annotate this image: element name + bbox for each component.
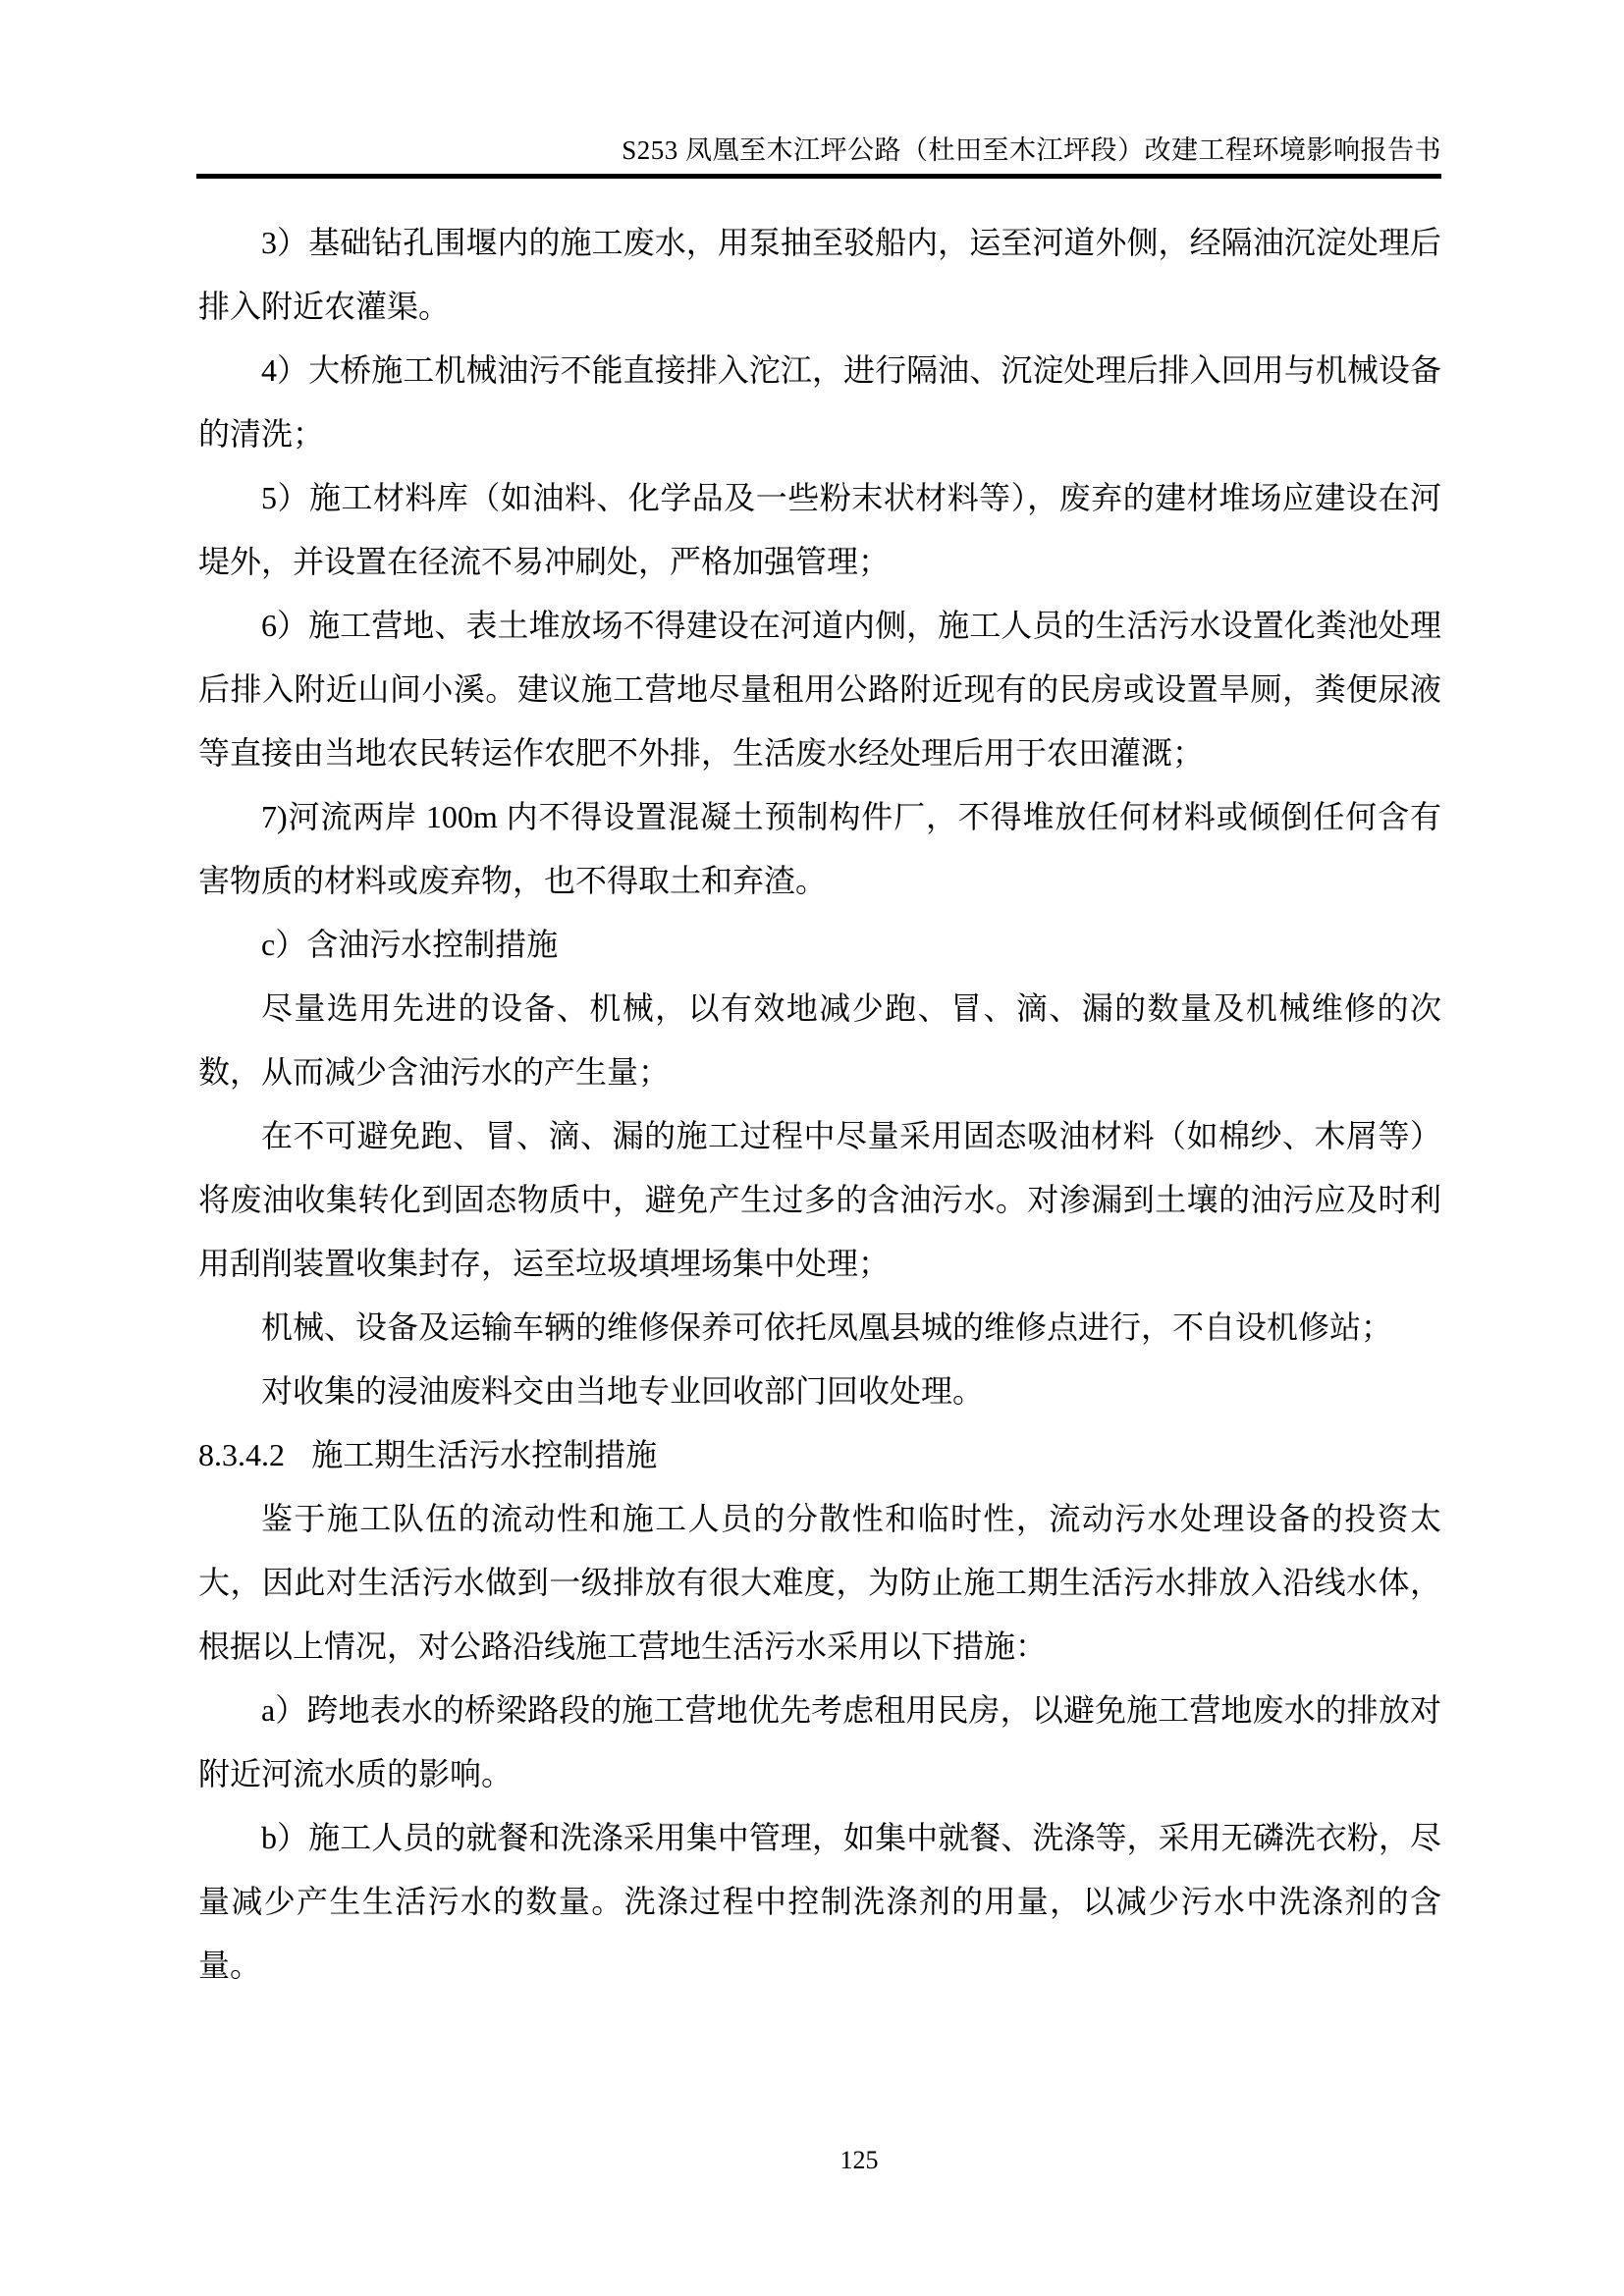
header-title: S253 凤凰至木江坪公路（杜田至木江坪段）改建工程环境影响报告书 bbox=[622, 135, 1441, 165]
paragraph: 机械、设备及运输车辆的维修保养可依托凤凰县城的维修点进行，不自设机修站； bbox=[261, 1309, 1393, 1345]
paragraph: 6）施工营地、表土堆放场不得建设在河道内侧，施工人员的生活污水设置化粪池处理后排入附近山间小溪。建议施工营地尽量租用公路附近现有的民房或设置旱厕，粪便尿液等直接由当地农民转运作农肥不外排，生活废水经处理后用于农田灌溉； bbox=[198, 608, 1441, 771]
page-number: 125 bbox=[839, 2146, 879, 2174]
section-domestic-sewage-measures bbox=[198, 1487, 1441, 1998]
section-number: 8.3.4.2 bbox=[198, 1437, 285, 1472]
paragraph: a）跨地表水的桥梁路段的施工营地优先考虑租用民房，以避免施工营地废水的排放对附近河流水质的影响。 bbox=[198, 1692, 1441, 1791]
paragraph: 4）大桥施工机械油污不能直接排入沱江，进行隔油、沉淀处理后排入回用与机械设备的清洗； bbox=[198, 352, 1441, 452]
section-title: 施工期生活污水控制措施 bbox=[311, 1437, 658, 1472]
paragraph: 在不可避免跑、冒、滴、漏的施工过程中尽量采用固态吸油材料（如棉纱、木屑等）将废油收集转化到固态物质中，避免产生过多的含油污水。对渗漏到土壤的油污应及时利用刮削装置收集封存，运至垃圾填埋场集中处理； bbox=[198, 1118, 1441, 1281]
paragraph: 7)河流两岸 100m 内不得设置混凝土预制构件厂，不得堆放任何材料或倾倒任何含有害物质的材料或废弃物，也不得取土和弃渣。 bbox=[198, 799, 1441, 898]
section-oily-wastewater-measures bbox=[198, 211, 1441, 1423]
paragraph: 鉴于施工队伍的流动性和施工人员的分散性和临时性，流动污水处理设备的投资太大，因此对生活污水做到一级排放有很大难度，为防止施工期生活污水排放入沿线水体，根据以上情况，对公路沿线施工营地生活污水采用以下措施： bbox=[198, 1501, 1441, 1664]
section-heading bbox=[198, 1423, 1441, 1487]
paragraph: b）施工人员的就餐和洗涤采用集中管理，如集中就餐、洗涤等，采用无磷洗衣粉，尽量减少产生生活污水的数量。洗涤过程中控制洗涤剂的用量，以减少污水中洗涤剂的含量。 bbox=[198, 1820, 1441, 1983]
paragraph: 3）基础钻孔围堰内的施工废水，用泵抽至驳船内，运至河道外侧，经隔油沉淀处理后排入附近农灌渠。 bbox=[198, 225, 1441, 324]
document-body bbox=[198, 211, 1441, 1998]
paragraph: 对收集的浸油废料交由当地专业回收部门回收处理。 bbox=[261, 1373, 985, 1409]
header-rule bbox=[196, 174, 1441, 179]
paragraph: 5）施工材料库（如油料、化学品及一些粉末状材料等），废弃的建材堆场应建设在河堤外，并设置在径流不易冲刷处，严格加强管理； bbox=[198, 480, 1441, 579]
paragraph: c）含油污水控制措施 bbox=[261, 927, 559, 962]
paragraph: 尽量选用先进的设备、机械，以有效地减少跑、冒、滴、漏的数量及机械维修的次数，从而减少含油污水的产生量； bbox=[198, 990, 1441, 1090]
page-footer bbox=[238, 2146, 1481, 2175]
